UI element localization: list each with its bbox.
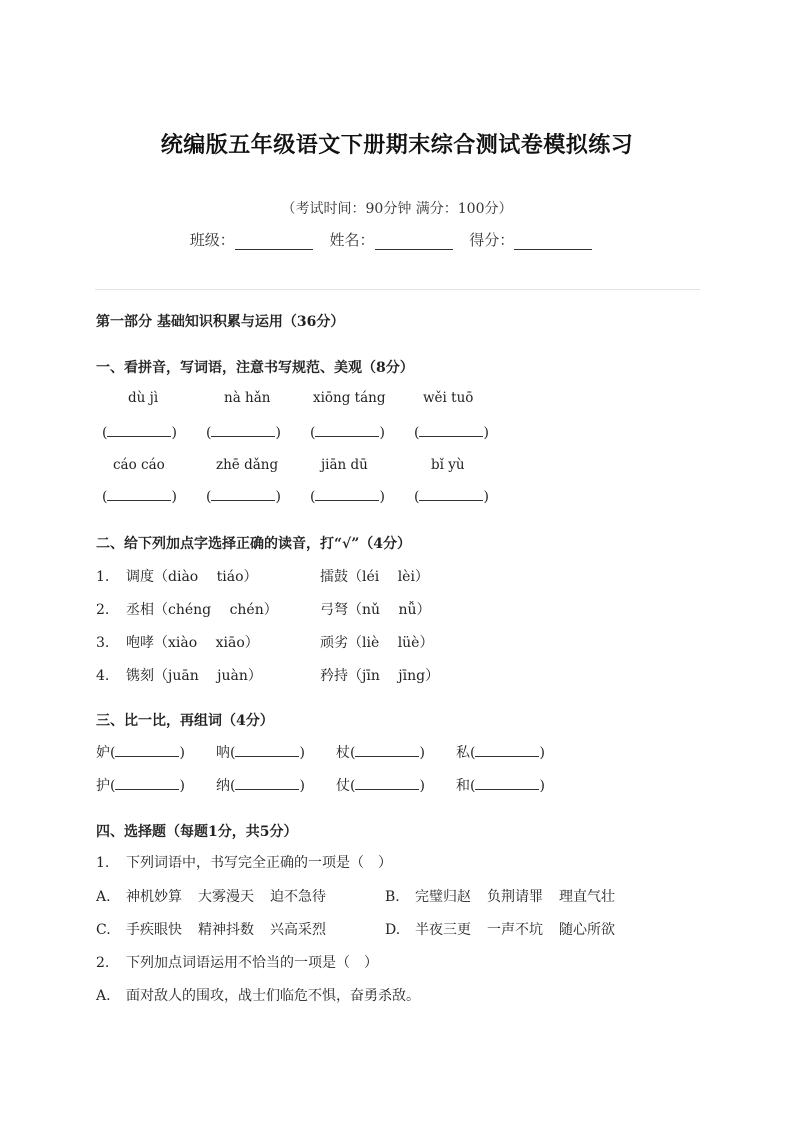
pinyin-item: jiān dū <box>321 457 368 473</box>
score-blank[interactable] <box>514 235 592 250</box>
pinyin-item: cáo cáo <box>113 457 165 473</box>
option-b[interactable]: B. 完璧归赵 负荆请罪 理直气壮 <box>385 889 615 905</box>
answer-blank[interactable]: ( ) <box>414 489 489 505</box>
answer-blank[interactable]: ( ) <box>102 425 177 441</box>
answer-blank[interactable]: ( ) <box>206 489 281 505</box>
section4-heading: 四、选择题（每题1分，共5分） <box>96 824 298 840</box>
pronunciation-item: 矜持（jīn jīng） <box>320 668 440 684</box>
pinyin-item: nà hǎn <box>224 390 271 406</box>
pronunciation-item: 3. 咆哮（xiào xiāo） <box>96 635 259 651</box>
answer-blank[interactable]: ( ) <box>310 489 385 505</box>
name-blank[interactable] <box>375 235 453 250</box>
word-group-item[interactable]: 杖( ) <box>336 745 425 761</box>
pronunciation-item: 2. 丞相（chéng chén） <box>96 602 278 618</box>
option-a[interactable]: A. 神机妙算 大雾漫天 迫不急待 <box>96 889 326 905</box>
word-group-item[interactable]: 呐( ) <box>216 745 305 761</box>
pronunciation-item: 擂鼓（léi lèi） <box>320 569 429 585</box>
class-label: 班级： <box>189 231 235 249</box>
word-group-item[interactable]: 纳( ) <box>216 778 305 794</box>
section1-heading: 一、看拼音，写词语，注意书写规范、美观（8分） <box>96 360 414 376</box>
section2-heading: 二、给下列加点字选择正确的读音，打“√”（4分） <box>96 536 412 552</box>
pronunciation-item: 弓弩（nǔ nǚ） <box>320 602 431 618</box>
pinyin-item: zhē dǎng <box>216 457 279 473</box>
pinyin-item: wěi tuō <box>423 390 474 406</box>
page-title: 统编版五年级语文下册期末综合测试卷模拟练习 <box>160 132 634 158</box>
option-d[interactable]: D. 半夜三更 一声不坑 随心所欲 <box>385 922 615 938</box>
name-label: 姓名： <box>329 231 375 249</box>
pinyin-item: xiōng táng <box>313 390 386 406</box>
question-2: 2. 下列加点词语运用不恰当的一项是（ ） <box>96 955 378 971</box>
answer-blank[interactable]: ( ) <box>310 425 385 441</box>
word-group-item[interactable]: 私( ) <box>456 745 545 761</box>
pinyin-item: dù jì <box>128 390 159 406</box>
student-info-fields <box>0 229 794 250</box>
answer-blank[interactable]: ( ) <box>102 489 177 505</box>
answer-blank[interactable]: ( ) <box>206 425 281 441</box>
word-group-item[interactable]: 仗( ) <box>336 778 425 794</box>
pronunciation-item: 4. 镌刻（juān juàn） <box>96 668 262 684</box>
pronunciation-item: 顽劣（liè lüè） <box>320 635 434 651</box>
section3-heading: 三、比一比，再组词（4分） <box>96 713 274 729</box>
answer-blank[interactable]: ( ) <box>414 425 489 441</box>
part1-title: 第一部分 基础知识积累与运用（36分） <box>96 314 345 330</box>
option-c[interactable]: C. 手疾眼快 精神抖数 兴高采烈 <box>96 922 326 938</box>
pronunciation-item: 1. 调度（diào tiáo） <box>96 569 258 585</box>
word-group-item[interactable]: 和( ) <box>456 778 545 794</box>
option-a[interactable]: A. 面对敌人的围攻，战士们临危不惧，奋勇杀敌。 <box>96 988 420 1004</box>
question-1: 1. 下列词语中，书写完全正确的一项是（ ） <box>96 855 392 871</box>
class-blank[interactable] <box>235 235 313 250</box>
score-label: 得分： <box>469 231 515 249</box>
divider <box>95 289 700 290</box>
word-group-item[interactable]: 护( ) <box>96 778 185 794</box>
word-group-item[interactable]: 妒( ) <box>96 745 185 761</box>
exam-info: （考试时间：90分钟 满分：100分） <box>281 201 513 217</box>
pinyin-item: bǐ yù <box>431 457 465 473</box>
